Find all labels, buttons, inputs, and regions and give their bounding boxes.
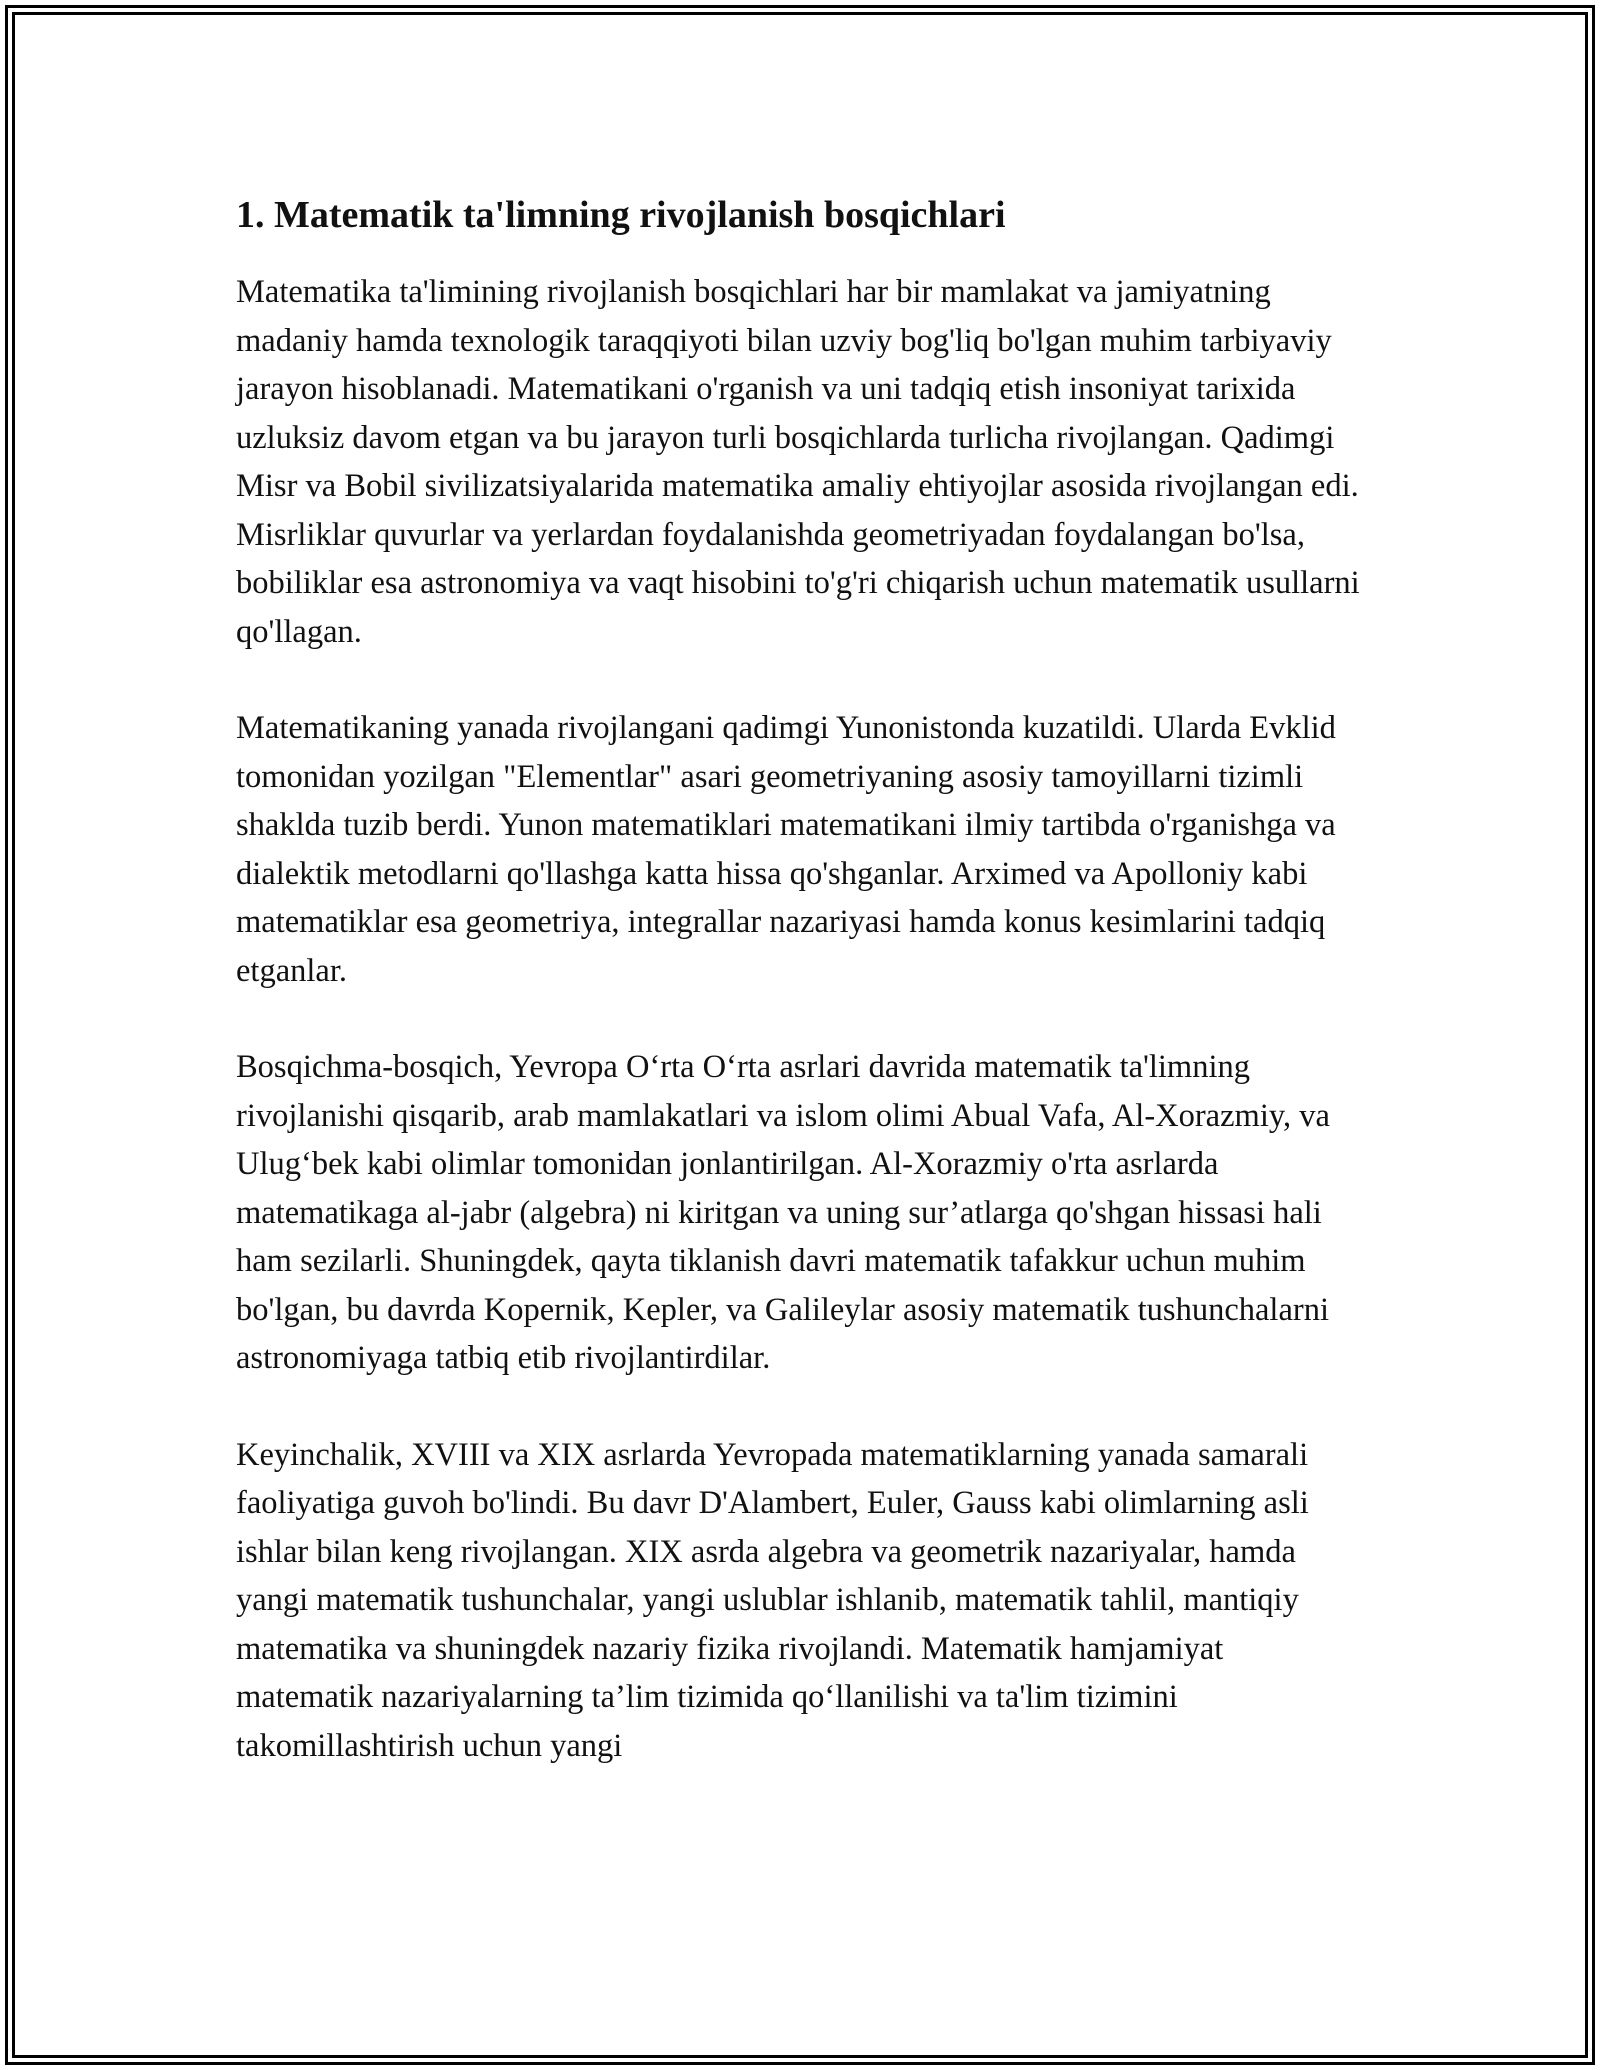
paragraph-3: Bosqichma-bosqich, Yevropa O‘rta O‘rta asrlari davrida matematik ta'limning rivojlanishi qisqarib, arab mamlakatlari va islom olimi Abual Vafa, Al-Xorazmiy, va Ulug‘bek kabi olimlar tomonidan jonlantirilgan. Al-Xorazmiy o'rta asrlarda matematikaga al-jabr (algebra) ni kiritgan va uning sur’atlarga qo'shgan hissasi hali ham sezilarli. Shuningdek, qayta tiklanish davri matematik tafakkur uchun muhim bo'lgan, bu davrda Kopernik, Kepler, va Galileylar asosiy matematik tushunchalarni astronomiyaga tatbiq etib rivojlantirdilar.	[236, 1049, 1330, 1376]
section-heading: 1. Matematik ta'limning rivojlanish bosqichlari	[236, 194, 1006, 236]
paragraph-1: Matematika ta'limining rivojlanish bosqichlari har bir mamlakat va jamiyatning madaniy hamda texnologik taraqqiyoti bilan uzviy bog'liq bo'lgan muhim tarbiyaviy jarayon hisoblanadi. Matematikani o'rganish va uni tadqiq etish insoniyat tarixida uzluksiz davom etgan va bu jarayon turli bosqichlarda turlicha rivojlangan. Qadimgi Misr va Bobil sivilizatsiyalarida matematika amaliy ehtiyojlar asosida rivojlangan edi. Misrliklar quvurlar va yerlardan foydalanishda geometriyadan foydalangan bo'lsa, bobiliklar esa astronomiya va vaqt hisobini to'g'ri chiqarish uchun matematik usullarni qo'llagan.	[236, 274, 1360, 650]
paragraph-2: Matematikaning yanada rivojlangani qadimgi Yunonistonda kuzatildi. Ularda Evklid tomonidan yozilgan "Elementlar" asari geometriyaning asosiy tamoyillarni tizimli shaklda tuzib berdi. Yunon matematiklari matematikani ilmiy tartibda o'rganishga va dialektik metodlarni qo'llashga katta hissa qo'shganlar. Arximed va Apolloniy kabi matematiklar esa geometriya, integrallar nazariyasi hamda konus kesimlarini tadqiq etganlar.	[236, 710, 1336, 989]
paragraph-4: Keyinchalik, XVIII va XIX asrlarda Yevropada matematiklarning yanada samarali faoliyatiga guvoh bo'lindi. Bu davr D'Alambert, Euler, Gauss kabi olimlarning asli ishlar bilan keng rivojlangan. XIX asrda algebra va geometrik nazariyalar, hamda yangi matematik tushunchalar, yangi uslublar ishlanib, matematik tahlil, mantiqiy matematika va shuningdek nazariy fizika rivojlandi. Matematik hamjamiyat matematik nazariyalarning ta’lim tizimida qo‘llanilishi va ta'lim tizimini takomillashtirish uchun yangi	[236, 1436, 1309, 1764]
document-body	[236, 186, 1366, 1818]
